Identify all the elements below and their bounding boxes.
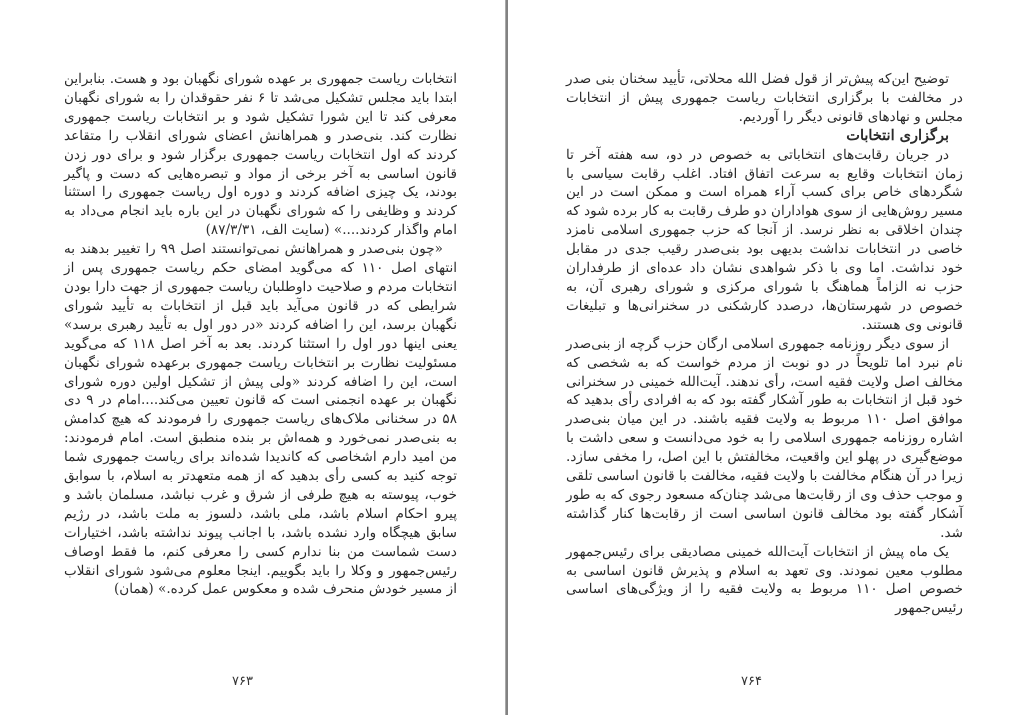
left-paragraph-1: انتخابات ریاست جمهوری بر عهده شورای نگهبان بود و هست. بنابراین ابتدا باید مجلس تشکیل می‌شد تا ۶ نفر حقوقدان را به شورای نگهبان معرفی کند تا این شورا تشکیل شود و بر انتخابات ریاست جمهوری نظارت کند. بنی‌صدر و همراهانش اعضای شورای انقلاب را متقاعد کردند که اول انتخابات ریاست جمهوری برگزار شود و برای دور زدن قانون اساسی به آخر برخی از مواد و تبصره‌هایی که دست و پاگیر بودند، یک چیزی اضافه کردند و دوره اول ریاست جمهوری را استثنا کردند و وظایفی را که شورای نگهبان در این باره باید انجام می‌داد به امام واگذار کردند....» (سایت الف، ۸۷/۳/۳۱): [64, 71, 458, 239]
left-page: [0, 0, 506, 715]
left-page-number: ۷۶۳: [232, 674, 253, 689]
right-paragraph-2: از سوی دیگر روزنامه جمهوری اسلامی ارگان حزب گرچه از بنی‌صدر نام نبرد اما تلویحاً در دو نوبت از مردم خواست که به شخصی که مخالف اصل ولایت فقیه است، رأی ندهند. آیت‌الله خمینی در سخنرانی خود قبل از انتخابات به طور آشکار گفته بود که به افرادی رأی بدهید که موافق اصل ۱۱۰ مربوط به ولایت فقیه باشند. در این میان بنی‌صدر اشاره روزنامه جمهوری اسلامی را به خود می‌دانست و سعی داشت با موضع‌گیری در پهلو این واقعیت، مخالفتش با این اصل، را مخفی سازد. زیرا در آن هنگام مخالفت با ولایت فقیه، مخالفت با قانون اساسی تلقی و موجب حذف وی از رقابت‌ها می‌شد چنان‌که مسعود رجوی که به طور آشکار گفته بود مخالف قانون اساسی است از رقابت‌ها کنار گذاشته شد.: [566, 335, 963, 541]
right-intro-paragraph: توضیح این‌که پیش‌تر از قول فضل الله محلاتی، تأیید سخنان بنی صدر در مخالفت با برگزاری انتخابات ریاست جمهوری پیش از انتخابات مجلس و نهادهای قانونی دیگر را آوردیم.: [566, 71, 963, 125]
left-page-body: [64, 70, 457, 599]
right-page-body: [566, 70, 963, 618]
right-page-number: ۷۶۴: [741, 674, 762, 689]
section-heading: برگزاری انتخابات: [846, 126, 949, 144]
right-paragraph-1: در جریان رقابت‌های انتخاباتی به خصوص در دو، سه هفته آخر تا زمان انتخابات وقایع به سرعت اتفاق افتاد. اغلب رقابت سیاسی با شگردهای خاص برای کسب آراء همراه است و ممکن است در این مسیر روش‌هایی از سوی هواداران دو طرف رقابت به کار برده شود که چندان اخلاقی به نظر نرسد. از آنجا که حزب جمهوری اسلامی نامزد خاصی در انتخابات نداشت بدیهی بود بنی‌صدر رقیب جدی در مقابل خود نداشت. اما وی با ذکر شواهدی نشان داد عده‌ای از طرفداران حزب نه الزاماً هماهنگ با شورای مرکزی و شورای رهبری آن، به خصوص در شهرستان‌ها، درصدد کارشکنی در سخنرانی‌ها و تبلیغات قانونی وی هستند.: [566, 146, 963, 333]
left-paragraph-2: «چون بنی‌صدر و همراهانش نمی‌توانستند اصل ۹۹ را تغییر بدهند به انتهای اصل ۱۱۰ که می‌گوید امضای حکم ریاست جمهوری پس از انتخابات مردم و صلاحیت داوطلبان ریاست جمهوری از جهت دارا بودن شرایطی که در قانون می‌آید باید قبل از انتخابات به تأیید شورای نگهبان برسد، این را اضافه کردند «در دور اول به تأیید رهبری برسد» یعنی اینها دور اول را استثنا کردند. بعد به آخر اصل ۱۱۸ که می‌گوید مسئولیت نظارت بر انتخابات ریاست جمهوری برعهده شورای نگهبان است، این را اضافه کردند «ولی پیش از تشکیل اولین دوره شورای نگهبان بر عهده انجمنی است که قانون تعیین می‌کند....امام در ۹ دی ۵۸ در سخنانی ملاک‌های ریاست جمهوری را فرمودند که هیچ کدامش به بنی‌صدر نمی‌خورد و همه‌اش بر بنده منطبق است. امام فرمودند: من امید دارم اشخاصی که کاندیدا شده‌اند برای ریاست جمهوری شما توجه کنید به کسی رأی بدهید که از همه متعهدتر به اسلام، با سوابق خوب، پیوسته به هیچ طرفی از شرق و غرب نباشد، مسلمان باشد و پیرو احکام اسلام باشد، ملی باشد، دلسوز به ملت باشد، در رژیم سابق هیچگاه وارد نشده باشد، با اجانب پیوند نداشته باشد، اختیارات دست شماست من بنا ندارم کسی را معرفی کنم، ما فقط اوصاف رئیس‌جمهور و وکلا را باید بگوییم. اینجا معلوم می‌شود شورای انقلاب از مسیر خودش منحرف شده و معکوس عمل کرده.» (همان): [64, 241, 457, 598]
right-page: [508, 0, 1014, 715]
right-paragraph-3: یک ماه پیش از انتخابات آیت‌الله خمینی مصادیقی برای رئیس‌جمهور مطلوب معین نمودند. وی تعهد به اسلام و پذیرش قانون اساسی به خصوص اصل ۱۱۰ مربوط به ولایت فقیه را از ویژگی‌های اساسی رئیس‌جمهور: [566, 543, 964, 617]
